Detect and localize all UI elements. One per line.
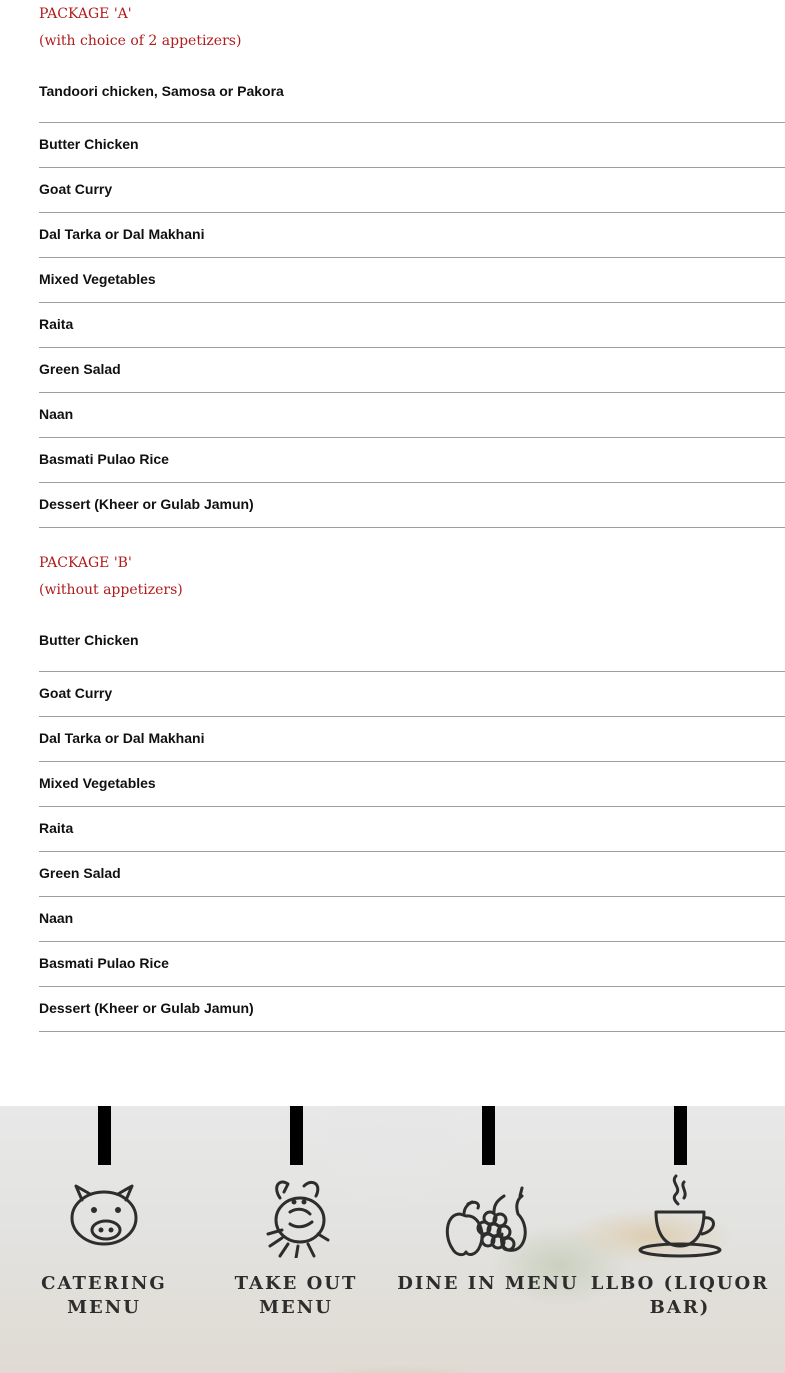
coffee-cup-icon: [630, 1174, 730, 1258]
menu-item: Dessert (Kheer or Gulab Jamun): [39, 483, 785, 528]
take-out-menu-label: TAKE OUT MENU: [234, 1273, 358, 1318]
take-out-menu-link[interactable]: [200, 1106, 392, 1373]
menu-item: Basmati Pulao Rice: [39, 438, 785, 483]
llbo-liquor-bar-label: LLBO (LIQUOR BAR): [590, 1273, 770, 1318]
pig-icon: [54, 1174, 154, 1258]
package-a-subtitle: (with choice of 2 appetizers): [39, 33, 242, 49]
fruit-icon: [438, 1174, 538, 1258]
menu-item: Raita: [39, 303, 785, 348]
menu-item: Mixed Vegetables: [39, 762, 785, 807]
package-b-subtitle: (without appetizers): [39, 582, 183, 598]
catering-menu-label: CATERING MENU: [41, 1273, 167, 1318]
menu-item: Naan: [39, 897, 785, 942]
menu-item: Goat Curry: [39, 672, 785, 717]
menu-item: Dal Tarka or Dal Makhani: [39, 213, 785, 258]
menu-item: Basmati Pulao Rice: [39, 942, 785, 987]
menu-item: Green Salad: [39, 852, 785, 897]
package-a-title: PACKAGE 'A': [39, 6, 132, 22]
menu-item: Naan: [39, 393, 785, 438]
menu-item: Green Salad: [39, 348, 785, 393]
menu-links-footer: [0, 1106, 785, 1373]
package-a-section: [39, 5, 785, 528]
catering-menu-link[interactable]: [8, 1106, 200, 1373]
divider-bar: [98, 1106, 111, 1165]
menu-item: Goat Curry: [39, 168, 785, 213]
menu-item: Butter Chicken: [39, 627, 785, 672]
package-b-title: PACKAGE 'B': [39, 555, 132, 571]
menu-item: Butter Chicken: [39, 123, 785, 168]
menu-item: Dal Tarka or Dal Makhani: [39, 717, 785, 762]
menu-item: Mixed Vegetables: [39, 258, 785, 303]
divider-bar: [290, 1106, 303, 1165]
menu-item: Dessert (Kheer or Gulab Jamun): [39, 987, 785, 1032]
llbo-liquor-bar-link[interactable]: [584, 1106, 776, 1373]
menu-item: Tandoori chicken, Samosa or Pakora: [39, 78, 785, 123]
crab-icon: [246, 1174, 346, 1258]
dine-in-menu-link[interactable]: [392, 1106, 584, 1373]
menu-item: Raita: [39, 807, 785, 852]
package-a-item-list: [39, 78, 785, 528]
package-b-section: [39, 554, 785, 1032]
divider-bar: [674, 1106, 687, 1165]
dine-in-menu-label: DINE IN MENU: [397, 1273, 579, 1294]
divider-bar: [482, 1106, 495, 1165]
package-b-item-list: [39, 627, 785, 1032]
